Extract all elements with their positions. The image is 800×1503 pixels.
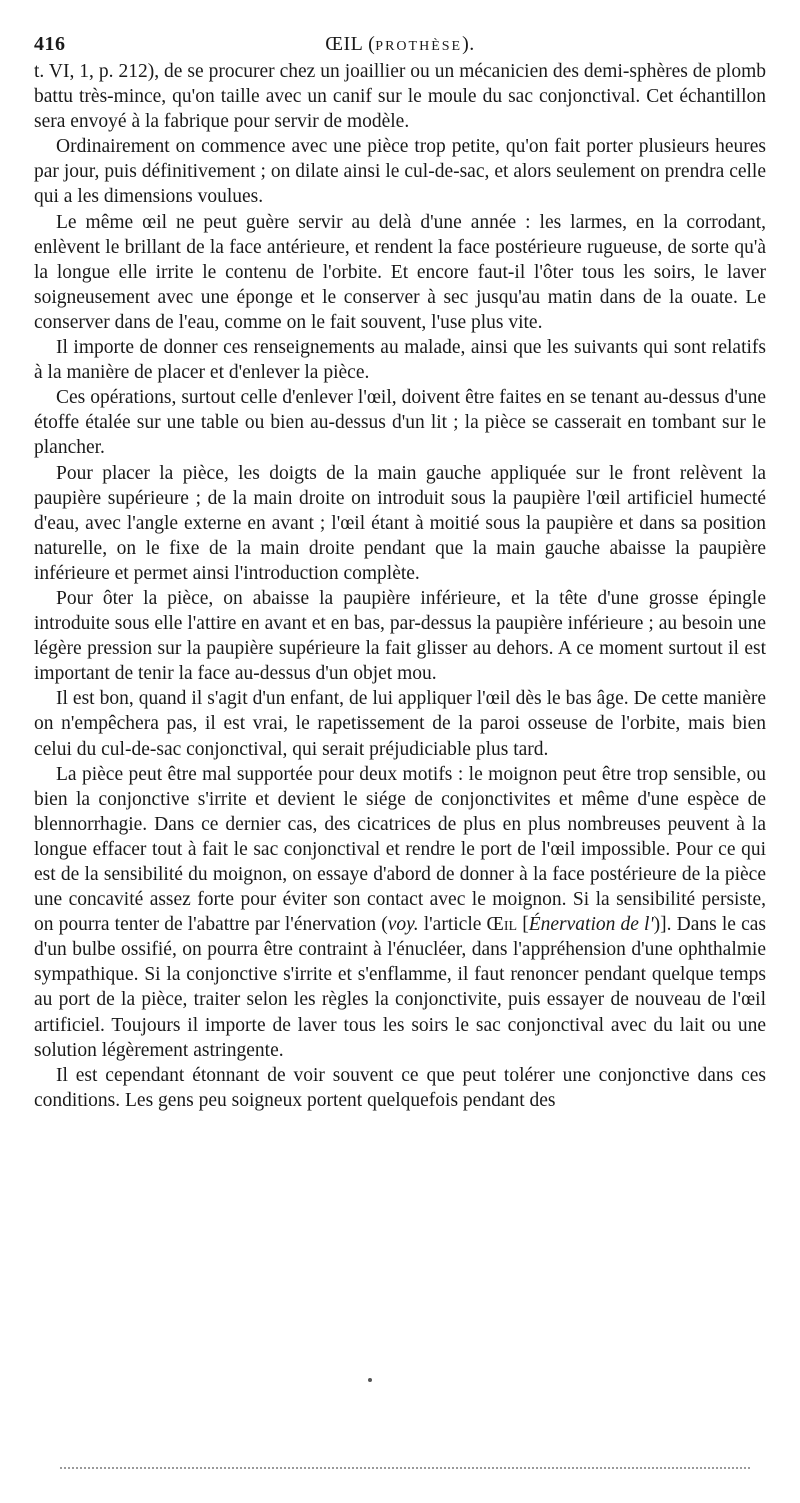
paragraph-text: La pièce peut être mal supportée pour deux motifs : le moignon peut être trop sensible, ou bien la conjonctive s'irrite et devient le siége de conjonctivites et même d'une espèce de blennorrhagie. Dans ce dernier cas, des cicatrices de plus en plus nombreuses peuvent à la longue effacer tout à fait le sac conjonctival et rendre le port de l'œil impossible. Pour ce qui est de la sensibilité du moignon, on essaye d'abord de donner à la face postérieure de la pièce une concavité assez forte pour éviter son contact avec le moignon. Si la sensibilité persiste, on pourra tenter de l'abattre par l'énervation (: [34, 763, 766, 936]
paragraph: Le même œil ne peut guère servir au delà d'une année : les larmes, en la corrodant, enlèvent le brillant de la face antérieure, et rendent la face postérieure rugueuse, de sorte qu'à la longue elle irrite le contenu de l'orbite. Et encore faut-il l'ôter tous les soirs, le laver soigneusement avec une éponge et le conserver à sec jusqu'au matin dans de la ouate. Le conserver dans de l'eau, comme on le fait souvent, l'use plus vite.: [34, 211, 766, 333]
running-title-sub: PROTHÈSE: [375, 39, 463, 54]
body-text: [34, 59, 766, 1113]
running-title-main: ŒIL (: [325, 33, 376, 55]
running-title-end: ).: [462, 33, 475, 55]
paragraph-continued: t. VI, 1, p. 212), de se procurer chez un joaillier ou un mécanicien des demi-sphères de plomb battu très-mince, qu'on taille avec un canif sur le moule du sac conjonctival. Cet échantillon sera envoyé à la fabrique pour servir de modèle.: [34, 61, 766, 133]
paragraph: Pour placer la pièce, les doigts de la main gauche appliquée sur le front relèvent la paupière supérieure ; de la main droite on introduit sous la paupière l'œil artificiel humecté d'eau, avec l'angle externe en avant ; l'œil étant à moitié sous la paupière et dans sa position naturelle, on le fixe de la main droite pendant que la main gauche abaisse la paupière inférieure et permet ainsi l'introduction complète.: [34, 462, 766, 584]
paragraph: Ordinairement on commence avec une pièce trop petite, qu'on fait porter plusieurs heures par jour, puis définitivement ; on dilate ainsi le cul-de-sac, et alors seulement on prendra celle qui a les dimensions voulues.: [34, 136, 766, 208]
paragraph: Ces opérations, surtout celle d'enlever l'œil, doivent être faites en se tenant au-dessus d'une étoffe étalée sur une table ou bien au-dessus d'un lit ; la pièce se casserait en tombant sur le plancher.: [34, 387, 766, 459]
bottom-dotted-rule: [60, 1467, 750, 1469]
paragraph: Il importe de donner ces renseignements au malade, ainsi que les suivants qui sont relatifs à la manière de placer et d'enlever la pièce.: [34, 337, 766, 384]
paragraph: Il est bon, quand il s'agit d'un enfant, de lui appliquer l'œil dès le bas âge. De cette manière on n'empêchera pas, il est vrai, le rapetissement de la paroi osseuse de l'orbite, mais bien celui du cul-de-sac conjonctival, qui serait préjudiciable plus tard.: [34, 688, 766, 760]
reference-enervation: Énervation de l': [528, 914, 654, 936]
reference-oeil: Œil: [486, 914, 518, 936]
paragraph-text-continued: )]. Dans le cas d'un bulbe ossifié, on pourra être contraint à l'énucléer, dans l'appréhension d'une ophthalmie sympathique. Si la conjonctive s'irrite et s'enflamme, il faut renoncer pendant quelque temps au port de la pièce, traiter selon les règles la conjonctivite, puis essayer de nouveau de l'œil artificiel. Toujours il importe de laver tous les soirs le sac conjonctival avec du lait ou une solution légèrement astringente.: [34, 914, 766, 1061]
running-title: [34, 30, 766, 61]
page-header: [34, 30, 766, 58]
reference-article: l'article: [418, 914, 487, 936]
reference-voy: voy.: [387, 914, 419, 936]
paragraph: Pour ôter la pièce, on abaisse la paupière inférieure, et la tête d'une grosse épingle introduite sous elle l'attire en avant et en bas, par-dessus la paupière inférieure ; au besoin une légère pression sur la paupière supérieure la fait glisser au dehors. A ce moment surtout il est important de tenir la face au-dessus d'un objet mou.: [34, 587, 766, 685]
paragraph-with-reference: [34, 762, 766, 1063]
document-page: [34, 30, 766, 1113]
bracket-open: [: [517, 914, 529, 936]
paragraph-last: Il est cependant étonnant de voir souvent ce que peut tolérer une conjonctive dans ces conditions. Les gens peu soigneux portent quelquefois pendant des: [34, 1064, 766, 1111]
page-number: 416: [34, 33, 66, 55]
print-dot: [368, 1378, 372, 1382]
